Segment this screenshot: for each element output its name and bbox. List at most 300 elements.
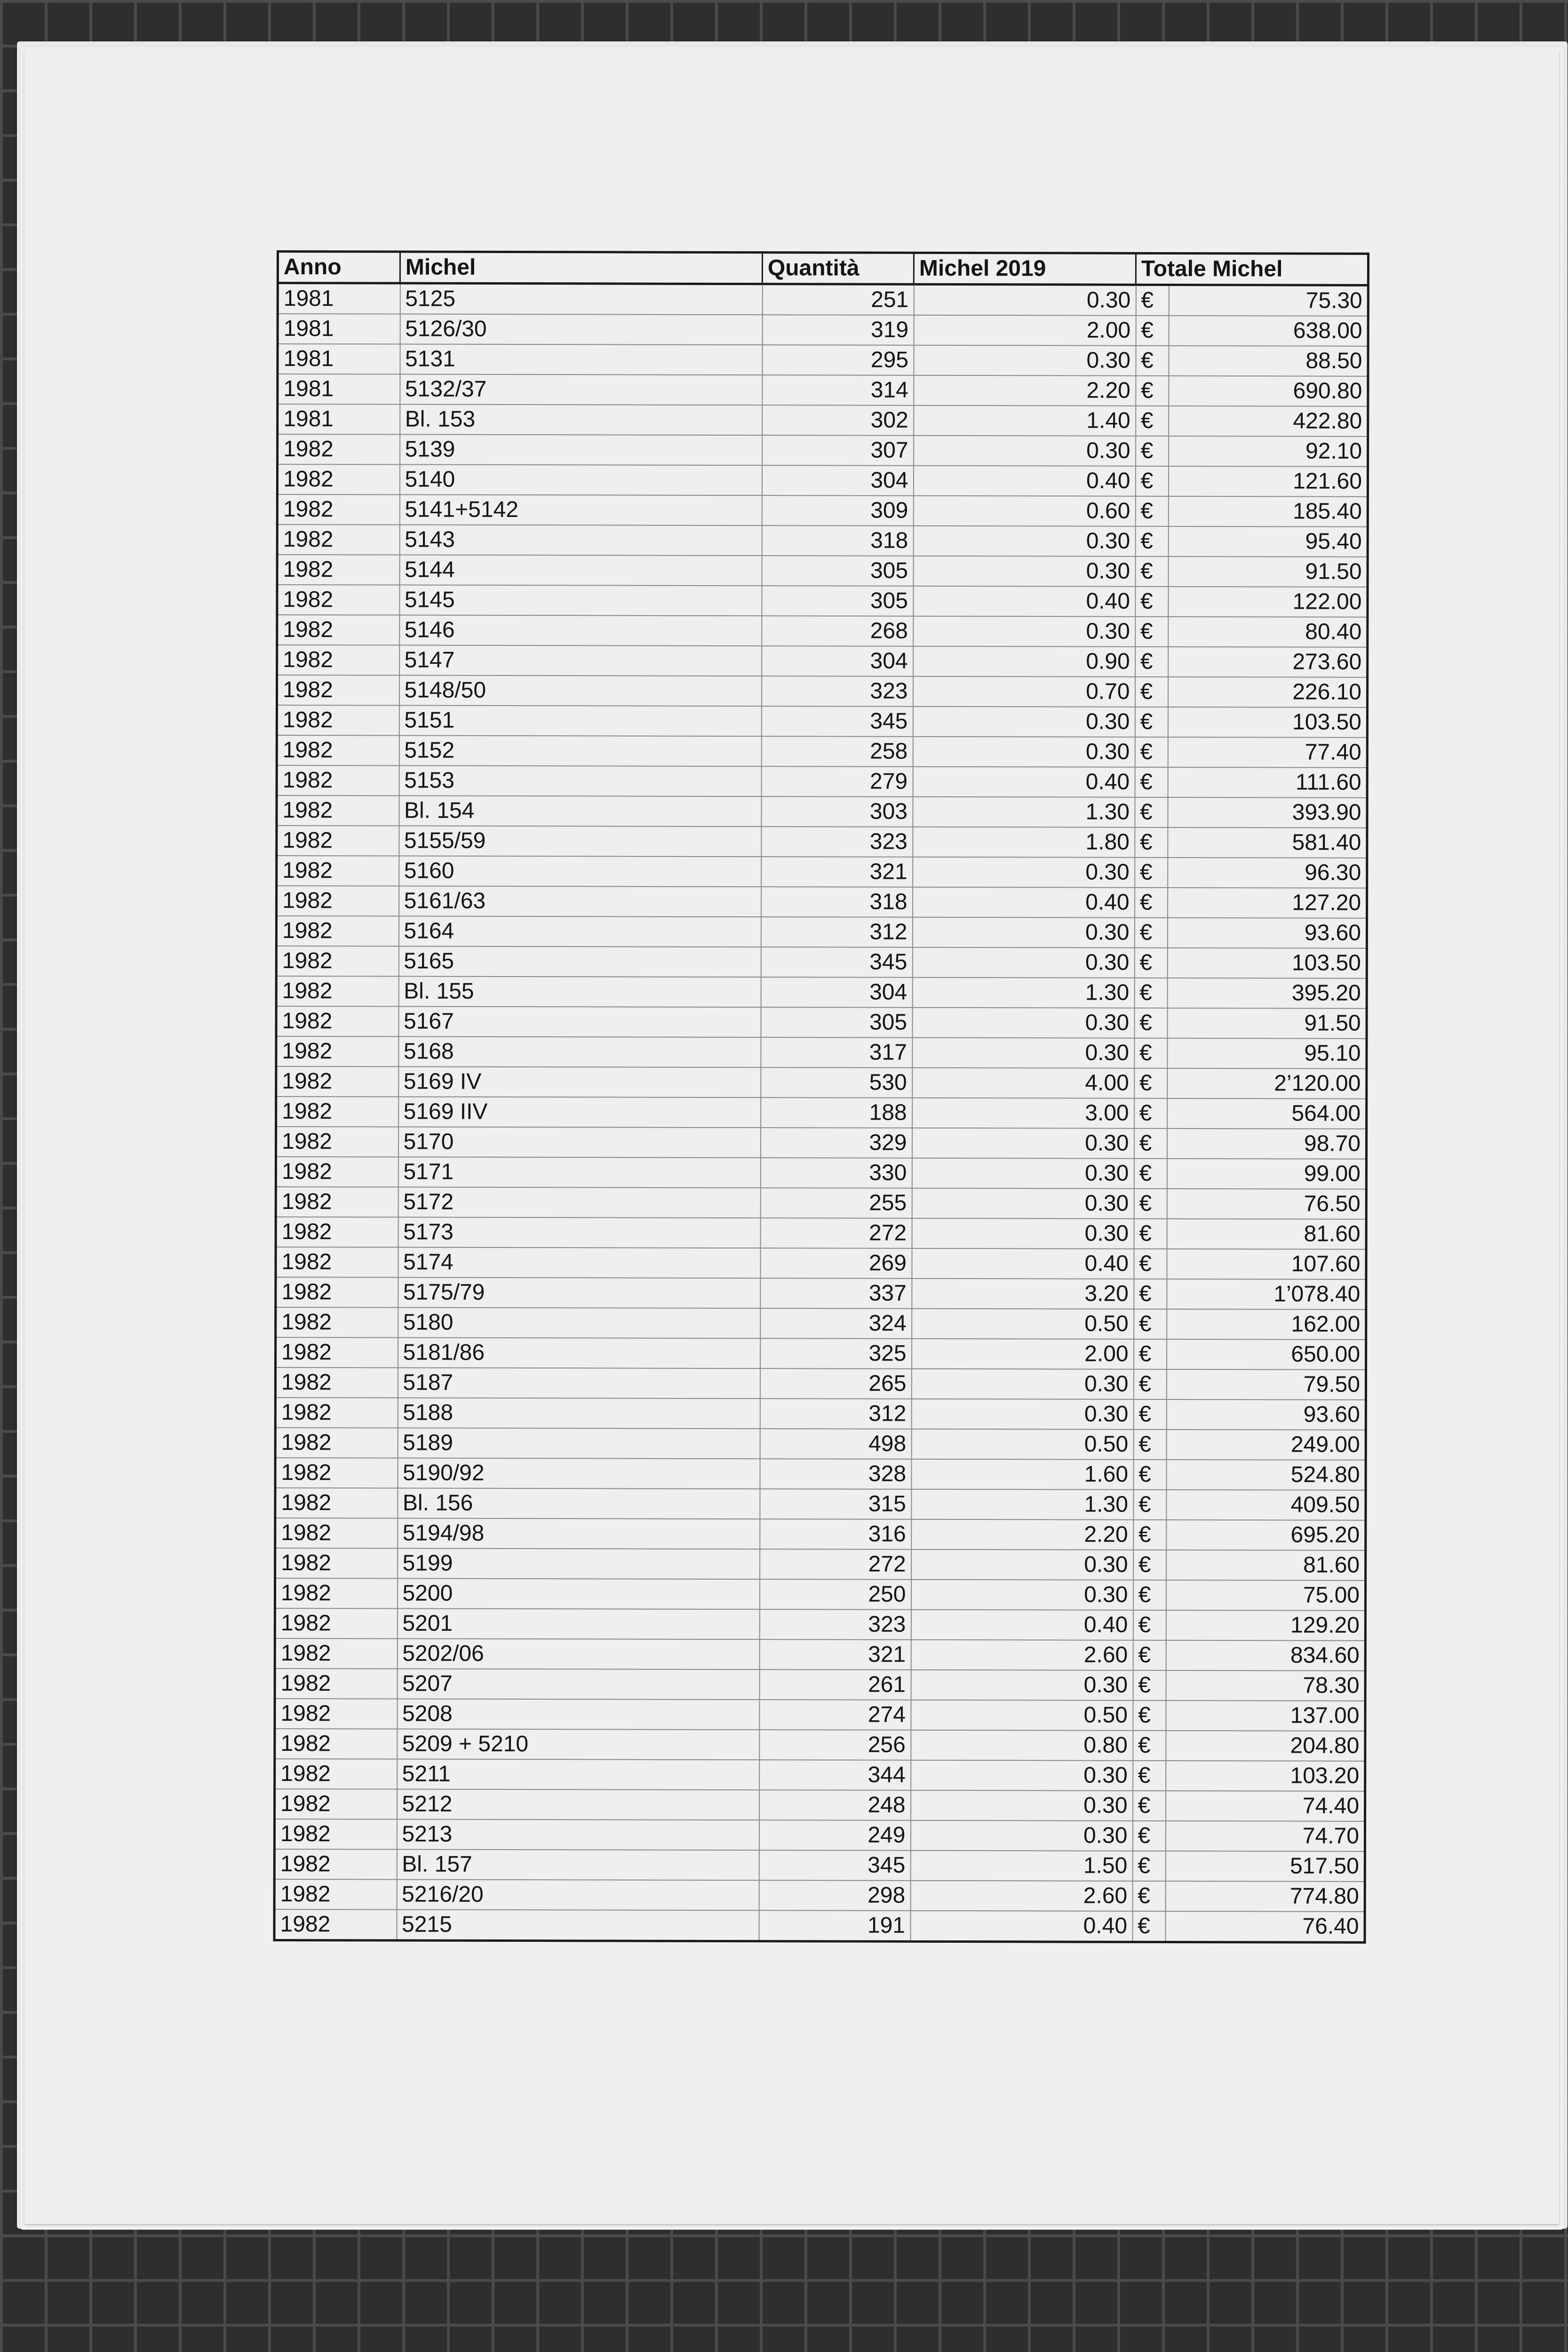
cell-michel: 5164: [398, 916, 761, 947]
cell-anno: 1982: [277, 886, 399, 916]
cell-michel-2019: 0.40: [912, 1248, 1134, 1279]
cell-currency-symbol: €: [1134, 1008, 1167, 1038]
cell-michel-2019: 0.30: [911, 1790, 1133, 1821]
cell-michel: 5174: [398, 1248, 760, 1279]
cell-quantita: 274: [759, 1700, 911, 1730]
cell-totale-michel: 78.30: [1166, 1670, 1365, 1701]
cell-michel-2019: 2.60: [911, 1640, 1133, 1670]
cell-michel: 5141+5142: [399, 495, 762, 526]
cell-quantita: 191: [759, 1910, 910, 1941]
cell-quantita: 498: [760, 1429, 911, 1459]
cell-currency-symbol: €: [1135, 556, 1168, 587]
cell-quantita: 307: [762, 435, 914, 466]
table-row: [276, 1217, 1366, 1249]
cell-anno: 1982: [277, 464, 399, 495]
cell-totale-michel: 249.00: [1166, 1430, 1366, 1460]
cell-michel-2019: 0.30: [911, 1760, 1133, 1791]
cell-totale-michel: 1’078.40: [1167, 1279, 1366, 1310]
cell-currency-symbol: €: [1133, 1670, 1166, 1700]
cell-anno: 1982: [275, 1578, 397, 1609]
table-row: [275, 1488, 1366, 1520]
cell-anno: 1982: [276, 1157, 398, 1187]
cell-currency-symbol: €: [1134, 1068, 1167, 1098]
cell-quantita: 305: [761, 1007, 912, 1038]
cell-totale-michel: 74.70: [1165, 1821, 1365, 1851]
cell-anno: 1982: [277, 705, 399, 736]
cell-anno: 1982: [276, 1277, 398, 1308]
table-row: [277, 856, 1367, 888]
cell-michel: Bl. 156: [398, 1488, 760, 1519]
cell-michel-2019: 0.30: [911, 1399, 1133, 1430]
cell-michel-2019: 0.30: [911, 1670, 1133, 1700]
cell-michel: 5126/30: [400, 314, 762, 345]
cell-quantita: 309: [762, 495, 913, 526]
cell-currency-symbol: €: [1135, 827, 1168, 858]
cell-anno: 1982: [276, 976, 398, 1007]
cell-michel: 5155/59: [399, 826, 761, 857]
cell-quantita: 314: [762, 375, 914, 405]
cell-anno: 1982: [277, 856, 399, 886]
cell-currency-symbol: €: [1135, 647, 1168, 677]
cell-totale-michel: 74.40: [1166, 1791, 1365, 1821]
cell-michel: 5147: [399, 645, 762, 676]
cell-anno: 1982: [276, 1127, 398, 1157]
cell-anno: 1982: [277, 524, 399, 555]
cell-michel-2019: 0.40: [913, 466, 1135, 496]
cell-totale-michel: 273.60: [1168, 647, 1368, 677]
cell-totale-michel: 185.40: [1168, 496, 1368, 527]
cell-quantita: 325: [760, 1338, 912, 1369]
cell-michel: 5144: [399, 555, 762, 586]
cell-michel: Bl. 153: [400, 405, 762, 436]
cell-totale-michel: 76.50: [1167, 1189, 1366, 1219]
cell-anno: 1982: [276, 1036, 398, 1067]
cell-quantita: 256: [759, 1730, 911, 1760]
cell-currency-symbol: €: [1135, 767, 1168, 797]
table-row: [277, 524, 1368, 557]
cell-michel-2019: 1.60: [911, 1459, 1133, 1490]
cell-quantita: 330: [760, 1158, 912, 1188]
cell-anno: 1982: [274, 1819, 397, 1850]
cell-anno: 1982: [275, 1367, 398, 1398]
cell-totale-michel: 92.10: [1169, 436, 1368, 467]
cell-michel: 5200: [397, 1579, 759, 1610]
cell-michel: 5190/92: [398, 1458, 760, 1489]
cell-totale-michel: 129.20: [1166, 1610, 1365, 1641]
cell-totale-michel: 162.00: [1167, 1309, 1366, 1340]
cell-currency-symbol: €: [1136, 376, 1169, 406]
cell-totale-michel: 517.50: [1165, 1851, 1365, 1882]
cell-currency-symbol: €: [1135, 677, 1168, 707]
cell-michel: 5125: [400, 283, 762, 315]
cell-currency-symbol: €: [1136, 406, 1169, 436]
header-row: [278, 252, 1368, 286]
cell-totale-michel: 107.60: [1167, 1249, 1366, 1279]
cell-michel: 5212: [397, 1789, 759, 1820]
cell-michel-2019: 0.30: [912, 1188, 1134, 1219]
cell-totale-michel: 581.40: [1168, 827, 1367, 858]
cell-totale-michel: 695.20: [1166, 1520, 1366, 1550]
cell-quantita: 324: [760, 1308, 912, 1339]
table-row: [275, 1398, 1366, 1430]
cell-michel: 5199: [398, 1549, 760, 1580]
cell-anno: 1982: [277, 675, 399, 706]
cell-michel: 5208: [397, 1699, 759, 1730]
cell-michel-2019: 0.30: [911, 1580, 1133, 1610]
cell-quantita: 345: [761, 706, 913, 737]
cell-michel: 5160: [399, 856, 761, 887]
cell-totale-michel: 95.40: [1168, 526, 1368, 557]
cell-quantita: 268: [762, 616, 913, 646]
table-row: [276, 976, 1367, 1009]
cell-michel: 5168: [398, 1037, 761, 1068]
cell-michel: 5180: [398, 1308, 760, 1339]
cell-michel: 5161/63: [399, 886, 761, 917]
cell-anno: 1982: [277, 765, 399, 796]
cell-michel-2019: 0.30: [911, 1369, 1133, 1399]
cell-quantita: 249: [759, 1820, 910, 1851]
cell-anno: 1982: [275, 1699, 397, 1729]
cell-anno: 1982: [275, 1729, 397, 1759]
cell-michel: 5213: [397, 1820, 759, 1851]
cell-currency-symbol: €: [1134, 1279, 1167, 1309]
cell-quantita: 303: [761, 796, 913, 827]
cell-michel-2019: 2.60: [910, 1881, 1132, 1911]
cell-anno: 1982: [276, 1066, 398, 1097]
table-row: [278, 344, 1368, 376]
table-row: [278, 374, 1368, 406]
cell-totale-michel: 103.20: [1166, 1761, 1365, 1791]
cell-quantita: 345: [761, 947, 912, 977]
table-row: [277, 645, 1368, 677]
cell-anno: 1982: [276, 1187, 398, 1217]
cell-quantita: 305: [762, 556, 913, 586]
table-row: [274, 1909, 1365, 1942]
cell-currency-symbol: €: [1132, 1851, 1165, 1881]
cell-currency-symbol: €: [1133, 1430, 1166, 1460]
cell-anno: 1982: [276, 1247, 398, 1278]
cell-totale-michel: 690.80: [1169, 376, 1368, 406]
cell-michel: 5151: [399, 706, 761, 737]
cell-totale-michel: 2’120.00: [1167, 1068, 1367, 1099]
cell-michel-2019: 0.30: [912, 947, 1134, 978]
cell-michel-2019: 0.30: [911, 1549, 1133, 1580]
cell-totale-michel: 95.10: [1167, 1038, 1367, 1069]
cell-anno: 1982: [277, 615, 399, 645]
table-row: [276, 916, 1367, 948]
table-row: [276, 1097, 1367, 1129]
cell-michel-2019: 0.60: [913, 496, 1135, 526]
cell-michel: 5215: [397, 1910, 759, 1941]
cell-anno: 1982: [274, 1879, 397, 1910]
cell-michel-2019: 0.30: [913, 556, 1135, 587]
cell-anno: 1981: [278, 344, 400, 374]
cell-quantita: 302: [762, 405, 914, 436]
cell-totale-michel: 80.40: [1168, 617, 1368, 647]
cell-quantita: 305: [762, 586, 913, 616]
cell-anno: 1982: [275, 1548, 398, 1579]
cell-currency-symbol: €: [1133, 1640, 1166, 1670]
cell-michel: 5165: [398, 946, 761, 977]
cell-michel-2019: 1.40: [914, 405, 1136, 436]
table-row: [275, 1428, 1366, 1460]
cell-quantita: 269: [760, 1248, 912, 1279]
cell-totale-michel: 204.80: [1166, 1731, 1365, 1761]
table-row: [275, 1789, 1365, 1821]
table-row: [275, 1729, 1365, 1761]
cell-quantita: 345: [759, 1850, 910, 1881]
cell-currency-symbol: €: [1132, 1821, 1165, 1851]
cell-totale-michel: 103.50: [1167, 948, 1367, 978]
table-row: [278, 434, 1368, 467]
cell-currency-symbol: €: [1135, 888, 1168, 918]
cell-currency-symbol: €: [1135, 858, 1168, 888]
cell-totale-michel: 76.40: [1165, 1911, 1365, 1942]
cell-quantita: 318: [762, 525, 913, 556]
cell-totale-michel: 127.20: [1168, 888, 1367, 918]
cell-michel-2019: 0.40: [911, 1610, 1133, 1640]
cell-totale-michel: 111.60: [1168, 767, 1367, 798]
cell-michel: 5143: [399, 525, 762, 556]
cell-totale-michel: 121.60: [1168, 466, 1368, 497]
cell-totale-michel: 93.60: [1166, 1399, 1366, 1430]
table-row: [274, 1849, 1365, 1882]
cell-michel-2019: 0.80: [911, 1730, 1133, 1761]
cell-michel-2019: 0.40: [910, 1911, 1132, 1942]
cell-michel-2019: 3.20: [912, 1279, 1134, 1309]
table-row: [277, 795, 1367, 828]
table-row: [274, 1879, 1365, 1912]
cell-quantita: 337: [760, 1278, 912, 1309]
cell-quantita: 298: [759, 1880, 910, 1911]
cell-anno: 1982: [277, 494, 399, 525]
cell-quantita: 344: [759, 1760, 911, 1790]
cell-anno: 1981: [278, 404, 400, 435]
cell-currency-symbol: €: [1134, 918, 1167, 948]
cell-michel-2019: 0.30: [912, 1218, 1134, 1249]
cell-michel: Bl. 157: [397, 1850, 759, 1881]
cell-quantita: 317: [761, 1037, 912, 1068]
cell-totale-michel: 393.90: [1168, 797, 1367, 828]
cell-quantita: 323: [761, 676, 913, 707]
cell-anno: 1982: [277, 555, 399, 585]
cell-michel-2019: 0.30: [912, 1158, 1134, 1189]
table-row: [276, 1066, 1367, 1099]
cell-quantita: 316: [760, 1519, 911, 1549]
table-row: [275, 1699, 1365, 1731]
cell-quantita: 319: [762, 315, 914, 345]
cell-currency-symbol: €: [1134, 1128, 1167, 1159]
cell-currency-symbol: €: [1133, 1610, 1166, 1640]
table-row: [277, 765, 1367, 798]
cell-currency-symbol: €: [1133, 1460, 1166, 1490]
cell-michel: 5181/86: [398, 1338, 760, 1369]
cell-quantita: 318: [761, 887, 913, 917]
cell-totale-michel: 93.60: [1167, 918, 1367, 948]
cell-currency-symbol: €: [1135, 496, 1168, 526]
cell-michel: 5201: [397, 1609, 759, 1640]
cell-currency-symbol: €: [1133, 1580, 1166, 1610]
cell-michel: 5145: [399, 585, 762, 616]
cell-totale-michel: 98.70: [1167, 1128, 1366, 1159]
cell-currency-symbol: €: [1134, 948, 1167, 978]
cell-quantita: 295: [762, 345, 914, 375]
cell-totale-michel: 122.00: [1168, 587, 1368, 617]
table-row: [277, 494, 1368, 527]
cell-michel-2019: 0.50: [912, 1309, 1134, 1339]
cell-currency-symbol: €: [1135, 737, 1168, 767]
cell-totale-michel: 524.80: [1166, 1460, 1366, 1490]
cell-michel-2019: 1.30: [912, 977, 1134, 1008]
cell-totale-michel: 564.00: [1167, 1098, 1367, 1129]
cell-michel-2019: 4.00: [912, 1068, 1134, 1098]
cell-michel: 5140: [399, 465, 762, 496]
cell-currency-symbol: €: [1134, 1098, 1167, 1128]
table-row: [276, 1157, 1366, 1189]
cell-totale-michel: 395.20: [1167, 978, 1367, 1009]
cell-totale-michel: 88.50: [1169, 346, 1368, 376]
cell-michel: 5153: [399, 766, 761, 797]
cell-totale-michel: 774.80: [1165, 1881, 1365, 1912]
cell-quantita: 272: [760, 1549, 911, 1580]
cell-totale-michel: 409.50: [1166, 1490, 1366, 1520]
cell-michel: 5202/06: [397, 1639, 759, 1670]
cell-currency-symbol: €: [1134, 1219, 1167, 1249]
cell-totale-michel: 650.00: [1167, 1339, 1366, 1370]
cell-anno: 1982: [276, 1006, 398, 1037]
cell-michel-2019: 0.30: [913, 707, 1135, 737]
cell-currency-symbol: €: [1134, 1309, 1167, 1339]
cell-michel: 5209 + 5210: [397, 1729, 759, 1760]
cell-michel-2019: 0.30: [912, 917, 1134, 948]
cell-anno: 1982: [275, 1488, 398, 1518]
cell-anno: 1982: [275, 1759, 397, 1789]
cell-currency-symbol: €: [1136, 436, 1169, 466]
table-row: [277, 705, 1367, 738]
cell-totale-michel: 638.00: [1169, 316, 1368, 346]
cell-totale-michel: 422.80: [1169, 406, 1368, 437]
cell-quantita: 251: [762, 284, 914, 315]
cell-michel-2019: 0.30: [912, 1128, 1134, 1159]
cell-anno: 1982: [276, 1097, 398, 1127]
cell-currency-symbol: €: [1134, 1159, 1167, 1189]
cell-anno: 1982: [276, 916, 398, 946]
cell-totale-michel: 834.60: [1166, 1640, 1365, 1671]
cell-currency-symbol: €: [1135, 797, 1168, 827]
cell-anno: 1982: [276, 1217, 398, 1248]
cell-currency-symbol: €: [1135, 587, 1168, 617]
cell-michel: 5188: [398, 1398, 760, 1429]
cell-michel: 5152: [399, 736, 761, 767]
cell-currency-symbol: €: [1133, 1520, 1166, 1550]
cell-anno: 1982: [276, 1337, 398, 1368]
table-row: [277, 886, 1367, 918]
cell-currency-symbol: €: [1136, 316, 1169, 346]
cell-currency-symbol: €: [1134, 978, 1167, 1008]
table-row: [277, 826, 1367, 858]
table-row: [276, 1307, 1366, 1340]
table-row: [276, 1127, 1366, 1159]
cell-currency-symbol: €: [1135, 617, 1168, 647]
cell-michel: 5189: [398, 1428, 760, 1459]
cell-michel: 5170: [398, 1127, 760, 1158]
cell-totale-michel: 75.00: [1166, 1580, 1365, 1611]
cell-totale-michel: 99.00: [1167, 1159, 1366, 1189]
cell-michel-2019: 0.50: [911, 1700, 1133, 1731]
cell-quantita: 312: [760, 1398, 911, 1429]
table-row: [275, 1578, 1365, 1611]
cell-currency-symbol: €: [1134, 1189, 1167, 1219]
cell-anno: 1981: [278, 283, 400, 314]
cell-anno: 1982: [275, 1789, 397, 1820]
table-row: [276, 1036, 1367, 1069]
cell-michel-2019: 0.30: [913, 616, 1135, 647]
cell-currency-symbol: €: [1133, 1399, 1166, 1430]
cell-quantita: 279: [761, 766, 913, 797]
cell-michel: 5148/50: [399, 675, 761, 707]
cell-michel: 5146: [399, 615, 762, 646]
table-row: [275, 1669, 1365, 1701]
table-row: [276, 1337, 1366, 1370]
cell-anno: 1981: [278, 374, 400, 405]
table-row: [275, 1638, 1365, 1671]
cell-anno: 1982: [275, 1518, 398, 1549]
cell-currency-symbol: €: [1134, 1038, 1167, 1068]
table-row: [278, 283, 1368, 316]
cell-michel-2019: 2.00: [912, 1339, 1134, 1369]
cell-anno: 1982: [277, 795, 399, 826]
cell-michel-2019: 0.30: [912, 1008, 1134, 1038]
cell-totale-michel: 81.60: [1167, 1219, 1366, 1249]
cell-michel-2019: 0.30: [913, 737, 1135, 767]
cell-quantita: 530: [761, 1067, 912, 1098]
cell-anno: 1982: [275, 1458, 398, 1488]
cell-michel: 5172: [398, 1187, 760, 1218]
cell-michel: 5132/37: [400, 374, 762, 405]
cell-michel: 5167: [398, 1007, 761, 1038]
table-row: [275, 1518, 1366, 1550]
cell-michel: 5207: [397, 1669, 759, 1700]
cell-anno: 1982: [275, 1428, 398, 1458]
cell-currency-symbol: €: [1133, 1761, 1166, 1791]
table-row: [276, 1277, 1366, 1310]
cell-anno: 1982: [278, 434, 400, 465]
cell-currency-symbol: €: [1134, 1339, 1167, 1369]
table-row: [277, 585, 1368, 617]
cell-quantita: 188: [761, 1097, 912, 1128]
cell-quantita: 323: [761, 826, 913, 857]
cell-michel-2019: 0.40: [913, 586, 1135, 617]
cell-currency-symbol: €: [1133, 1369, 1166, 1399]
cell-totale-michel: 81.60: [1166, 1550, 1366, 1581]
cell-quantita: 304: [762, 465, 913, 496]
table-row: [275, 1608, 1365, 1641]
cell-anno: 1982: [277, 645, 399, 675]
cell-michel: 5175/79: [398, 1278, 760, 1309]
cell-michel-2019: 2.20: [911, 1519, 1133, 1550]
cell-anno: 1982: [275, 1669, 397, 1699]
cell-anno: 1982: [277, 735, 399, 766]
cell-michel-2019: 0.90: [913, 646, 1135, 677]
cell-michel: 5211: [397, 1759, 759, 1790]
cell-michel: 5216/20: [397, 1880, 759, 1911]
cell-currency-symbol: €: [1133, 1731, 1166, 1761]
cell-michel-2019: 0.70: [913, 676, 1135, 707]
cell-michel: Bl. 154: [399, 796, 761, 827]
cell-michel-2019: 1.80: [913, 827, 1135, 858]
cell-michel-2019: 0.30: [910, 1820, 1132, 1851]
cell-anno: 1982: [274, 1909, 397, 1940]
